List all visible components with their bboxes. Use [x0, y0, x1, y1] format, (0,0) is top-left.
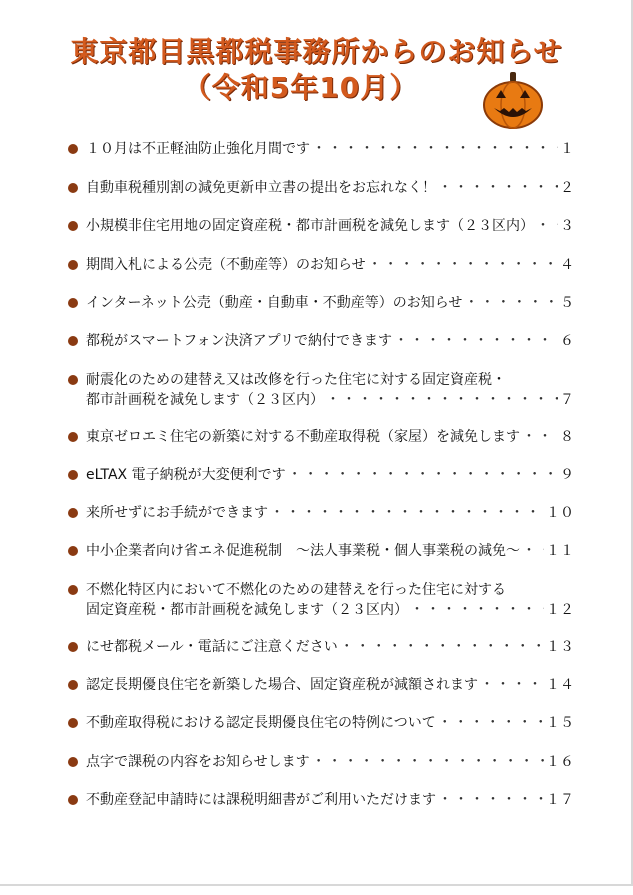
page-number: ６: [560, 333, 574, 349]
entry-title: 自動車税種別割の減免更新申立書の提出をお忘れなく！: [86, 180, 436, 196]
entry-title: 固定資産税・都市計画税を減免します（２３区内）: [86, 602, 408, 618]
list-item: [68, 427, 574, 447]
page-number: １６: [546, 754, 574, 770]
list-item: [68, 580, 574, 620]
bullet-icon: [68, 508, 78, 518]
list-item: [68, 178, 574, 198]
bullet-icon: [68, 642, 78, 652]
page-number: ９: [560, 467, 574, 483]
entry-title: 都税がスマートフォン決済アプリで納付できます: [86, 333, 393, 349]
dot-leader: [480, 675, 544, 695]
list-item: [68, 752, 574, 772]
list-item: [68, 465, 574, 485]
list-item: [68, 216, 574, 236]
dot-leader: [312, 752, 544, 772]
bullet-icon: [68, 144, 78, 154]
entry-title: 小規模非住宅用地の固定資産税・都市計画税を減免します（２３区内）: [86, 218, 534, 234]
bullet-icon: [68, 470, 78, 480]
page-number: １７: [546, 792, 574, 808]
dot-leader: [270, 503, 544, 523]
dot-leader: [340, 637, 544, 657]
entry-title-line1: 耐震化のための建替え又は改修を行った住宅に対する固定資産税・: [86, 372, 506, 388]
entry-title: １０月は不正軽油防止強化月間です: [86, 141, 310, 157]
entry-title: 来所せずにお手続ができます: [86, 505, 268, 521]
entry-title: 東京ゼロエミ住宅の新築に対する不動産取得税（家屋）を減免します: [86, 429, 520, 445]
entry-title: eLTAX 電子納税が大変便利です: [86, 467, 286, 483]
entry-title-line1: 不燃化特区内において不燃化のための建替えを行った住宅に対する: [86, 582, 506, 598]
entry-title: インターネット公売（動産・自動車・不動産等）のお知らせ: [86, 295, 463, 311]
dot-leader: [536, 216, 558, 236]
bullet-icon: [68, 718, 78, 728]
entry-title: 不動産登記申請時には課税明細書がご利用いただけます: [86, 792, 436, 808]
dot-leader: [438, 790, 544, 810]
dot-leader: [288, 465, 558, 485]
dot-leader: [326, 390, 558, 410]
pumpkin-icon: [482, 70, 544, 130]
page-number: ８: [560, 429, 574, 445]
entry-title: 点字で課税の内容をお知らせします: [86, 754, 310, 770]
page-number: １０: [546, 505, 574, 521]
list-item: [68, 790, 574, 810]
entry-title: 中小企業者向け省エネ促進税制 ～法人事業税・個人事業税の減免～: [86, 543, 520, 559]
dot-leader: [438, 178, 558, 198]
page-number: ２: [560, 180, 574, 196]
list-item: [68, 139, 574, 159]
bullet-icon: [68, 298, 78, 308]
page-subtitle-date: （令和5年10月）: [182, 71, 419, 104]
list-item: [68, 541, 574, 561]
dot-leader: [522, 427, 558, 447]
list-item: [68, 370, 574, 410]
dot-leader: [410, 600, 544, 620]
bullet-icon: [68, 757, 78, 767]
list-item: [68, 675, 574, 695]
list-item: [68, 293, 574, 313]
dot-leader: [368, 255, 558, 275]
dot-leader: [438, 713, 544, 733]
list-item: [68, 255, 574, 275]
list-item: [68, 503, 574, 523]
dot-leader: [522, 541, 544, 561]
page-number: １５: [546, 715, 574, 731]
entry-title: 認定長期優良住宅を新築した場合、固定資産税が減額されます: [86, 677, 478, 693]
page-number: １: [560, 141, 574, 157]
bullet-icon: [68, 183, 78, 193]
entry-title: 不動産取得税における認定長期優良住宅の特例について: [86, 715, 436, 731]
bullet-icon: [68, 795, 78, 805]
page-number: １１: [546, 543, 574, 559]
page-number: １２: [546, 602, 574, 618]
bullet-icon: [68, 260, 78, 270]
page-number: ４: [560, 257, 574, 273]
bullet-icon: [68, 546, 78, 556]
list-item: [68, 713, 574, 733]
entry-title: 期間入札による公売（不動産等）のお知らせ: [86, 257, 366, 273]
page-number: ３: [560, 218, 574, 234]
page-number: １３: [546, 639, 574, 655]
page-number: １４: [546, 677, 574, 693]
bullet-icon: [68, 680, 78, 690]
entry-title: 都市計画税を減免します（２３区内）: [86, 392, 324, 408]
bullet-icon: [68, 432, 78, 442]
dot-leader: [464, 293, 558, 313]
page-title: 東京都目黒都税事務所からのお知らせ: [70, 35, 563, 68]
bullet-icon: [68, 336, 78, 346]
bullet-icon: [68, 585, 78, 595]
page-number: ５: [560, 295, 574, 311]
dot-leader: [312, 139, 558, 159]
list-item: [68, 331, 574, 351]
bullet-icon: [68, 221, 78, 231]
page-number: ７: [560, 392, 574, 408]
dot-leader: [394, 331, 558, 351]
bullet-icon: [68, 375, 78, 385]
entry-title: にせ都税メール・電話にご注意ください: [86, 639, 338, 655]
list-item: [68, 637, 574, 657]
